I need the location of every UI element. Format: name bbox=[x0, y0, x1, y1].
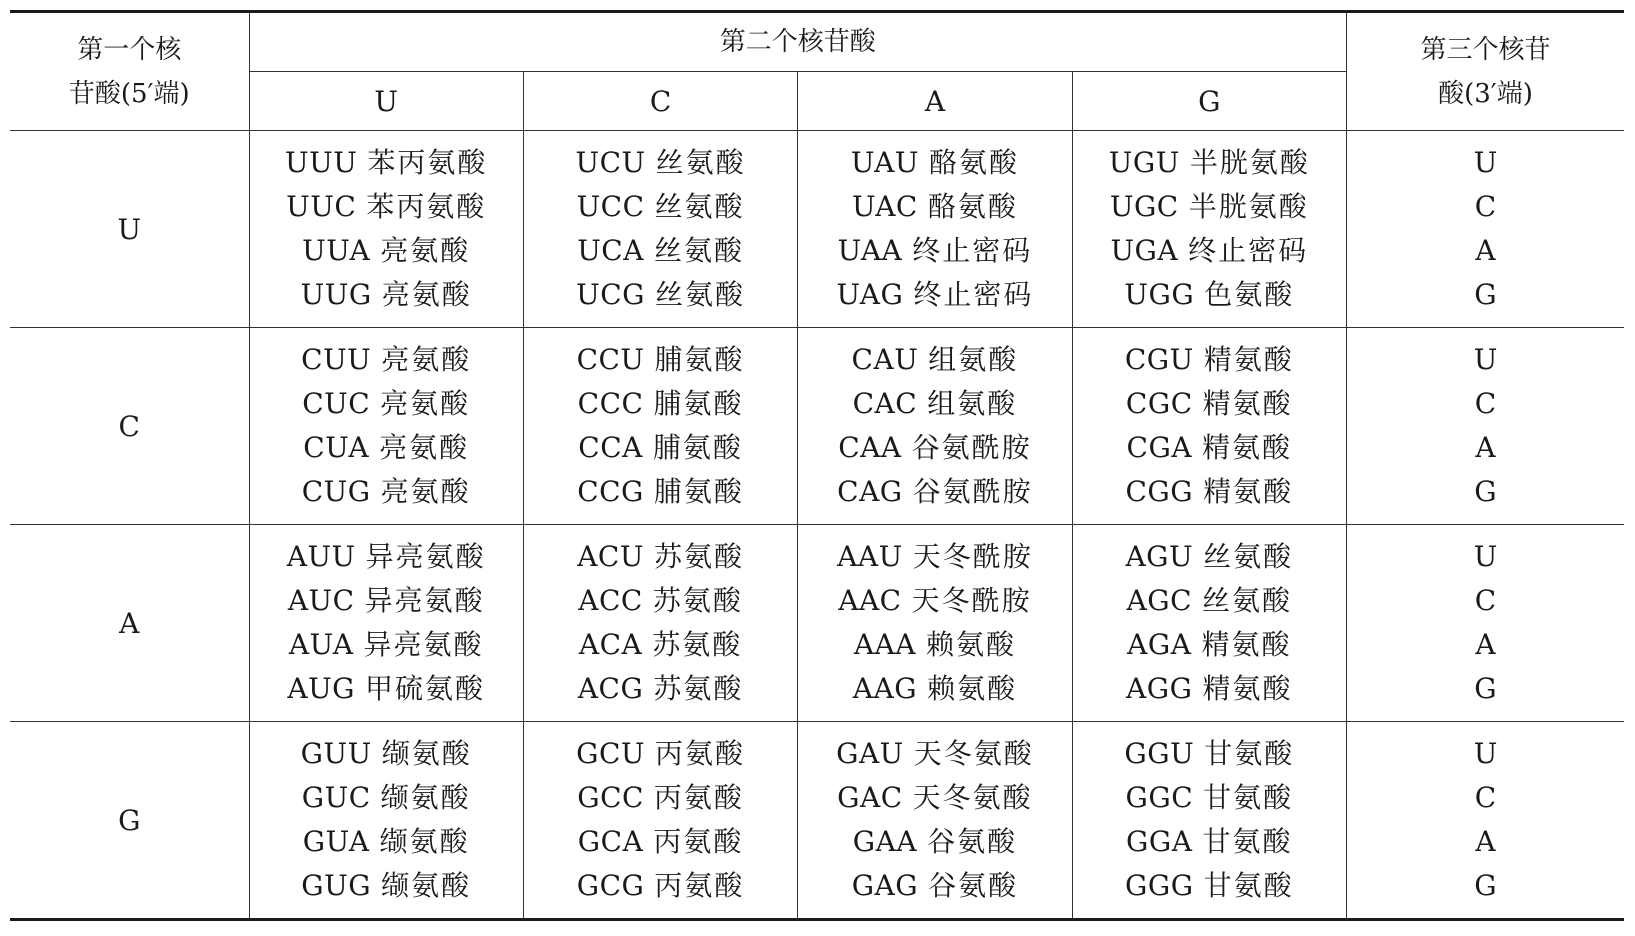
codon-entry bbox=[1073, 141, 1346, 185]
codon-entry bbox=[798, 820, 1071, 864]
third-nucleotide-value: C bbox=[1474, 781, 1497, 814]
codon-cell bbox=[249, 525, 523, 722]
codon-triplet: UCA bbox=[577, 234, 644, 267]
codon-cell bbox=[1072, 525, 1346, 722]
codon-group-row bbox=[10, 525, 1624, 722]
amino-acid-name: 亮氨酸 bbox=[381, 343, 472, 376]
codon-entry bbox=[798, 382, 1071, 426]
third-nucleotide-value: G bbox=[1474, 475, 1497, 508]
codon-triplet: UGA bbox=[1110, 234, 1179, 267]
amino-acid-name: 丝氨酸 bbox=[1202, 584, 1293, 617]
codon-triplet: AUC bbox=[287, 584, 355, 617]
codon-triplet: GCA bbox=[577, 825, 644, 858]
codon-entry bbox=[524, 820, 797, 864]
codon-entry bbox=[798, 732, 1071, 776]
codon-cell bbox=[1072, 131, 1346, 328]
amino-acid-name: 缬氨酸 bbox=[380, 781, 471, 814]
codon-entry bbox=[250, 470, 523, 514]
amino-acid-name: 苏氨酸 bbox=[653, 672, 744, 705]
third-nucleotide-cell bbox=[1346, 131, 1624, 328]
codon-entry bbox=[798, 141, 1071, 185]
amino-acid-name: 终止密码 bbox=[913, 278, 1034, 311]
codon-entry bbox=[524, 338, 797, 382]
amino-acid-name: 丝氨酸 bbox=[655, 146, 746, 179]
codon-entry bbox=[1073, 382, 1346, 426]
codon-triplet: UAG bbox=[836, 278, 904, 311]
codon-entry bbox=[524, 470, 797, 514]
third-nucleotide-header bbox=[1346, 12, 1624, 131]
codon-triplet: GGC bbox=[1125, 781, 1194, 814]
codon-triplet: GGG bbox=[1124, 869, 1194, 902]
codon-triplet: CUG bbox=[301, 475, 371, 508]
codon-entry bbox=[250, 141, 523, 185]
amino-acid-name: 谷氨酰胺 bbox=[912, 475, 1033, 508]
codon-triplet: CCA bbox=[578, 431, 643, 464]
codon-entry bbox=[1073, 185, 1346, 229]
codon-cell bbox=[523, 722, 797, 920]
codon-triplet: CUA bbox=[303, 431, 370, 464]
amino-acid-name: 天冬氨酸 bbox=[913, 737, 1034, 770]
first-nucleotide-header-line2: 苷酸(5′端) bbox=[68, 78, 190, 109]
amino-acid-name: 甘氨酸 bbox=[1204, 737, 1295, 770]
codon-entry bbox=[250, 820, 523, 864]
codon-cell bbox=[523, 525, 797, 722]
codon-triplet: CUC bbox=[302, 387, 371, 420]
codon-triplet: AAC bbox=[838, 584, 902, 617]
third-nucleotide-value: C bbox=[1474, 387, 1497, 420]
codon-triplet: ACU bbox=[577, 540, 644, 573]
codon-entry bbox=[250, 667, 523, 711]
amino-acid-name: 赖氨酸 bbox=[927, 672, 1018, 705]
third-nucleotide-value: U bbox=[1473, 343, 1498, 376]
codon-entry bbox=[798, 623, 1071, 667]
codon-entry bbox=[250, 623, 523, 667]
codon-entry bbox=[798, 470, 1071, 514]
amino-acid-name: 赖氨酸 bbox=[926, 628, 1017, 661]
amino-acid-name: 苏氨酸 bbox=[653, 540, 744, 573]
first-nucleotide-cell: C bbox=[10, 328, 249, 525]
codon-entry bbox=[524, 623, 797, 667]
codon-triplet: CCC bbox=[577, 387, 644, 420]
amino-acid-name: 异亮氨酸 bbox=[365, 540, 486, 573]
amino-acid-name: 精氨酸 bbox=[1203, 475, 1294, 508]
codon-triplet: UCG bbox=[576, 278, 645, 311]
codon-cell bbox=[249, 328, 523, 525]
codon-cell bbox=[798, 525, 1072, 722]
codon-entry bbox=[250, 579, 523, 623]
codon-entry bbox=[524, 141, 797, 185]
amino-acid-name: 丙氨酸 bbox=[655, 737, 746, 770]
codon-triplet: AGC bbox=[1126, 584, 1193, 617]
amino-acid-name: 精氨酸 bbox=[1202, 387, 1293, 420]
codon-triplet: UUC bbox=[286, 190, 357, 223]
codon-entry bbox=[524, 229, 797, 273]
amino-acid-name: 苏氨酸 bbox=[652, 584, 743, 617]
codon-cell bbox=[1072, 328, 1346, 525]
codon-entry bbox=[524, 185, 797, 229]
amino-acid-name: 亮氨酸 bbox=[380, 234, 471, 267]
codon-entry bbox=[250, 732, 523, 776]
codon-triplet: AGU bbox=[1125, 540, 1194, 573]
codon-triplet: GAA bbox=[852, 825, 918, 858]
codon-entry bbox=[524, 776, 797, 820]
amino-acid-name: 缬氨酸 bbox=[381, 869, 472, 902]
codon-triplet: AGA bbox=[1127, 628, 1192, 661]
third-nucleotide-header-line1: 第三个核苷 bbox=[1420, 34, 1551, 65]
codon-entry bbox=[798, 667, 1071, 711]
third-nucleotide-value: C bbox=[1474, 190, 1497, 223]
codon-entry bbox=[1073, 535, 1346, 579]
third-nucleotide-value: U bbox=[1473, 540, 1498, 573]
amino-acid-name: 缬氨酸 bbox=[381, 737, 472, 770]
amino-acid-name: 精氨酸 bbox=[1201, 628, 1292, 661]
codon-triplet: GAC bbox=[837, 781, 903, 814]
codon-cell bbox=[798, 722, 1072, 920]
first-nucleotide-header-line1: 第一个核 bbox=[77, 34, 182, 65]
codon-entry bbox=[524, 273, 797, 317]
amino-acid-name: 丝氨酸 bbox=[654, 190, 745, 223]
codon-group-row bbox=[10, 722, 1624, 920]
second-nucleotide-header: 第二个核苷酸 bbox=[249, 12, 1346, 72]
codon-triplet: CAA bbox=[838, 431, 902, 464]
amino-acid-name: 精氨酸 bbox=[1202, 672, 1293, 705]
codon-entry bbox=[250, 229, 523, 273]
codon-triplet: CCU bbox=[576, 343, 645, 376]
amino-acid-name: 组氨酸 bbox=[928, 343, 1019, 376]
codon-triplet: CGG bbox=[1125, 475, 1194, 508]
codon-triplet: ACC bbox=[578, 584, 643, 617]
codon-entry bbox=[1073, 579, 1346, 623]
codon-triplet: UUA bbox=[302, 234, 371, 267]
third-nucleotide-value: U bbox=[1473, 146, 1498, 179]
codon-entry bbox=[524, 667, 797, 711]
first-nucleotide-header bbox=[10, 12, 249, 131]
third-nucleotide-value: A bbox=[1475, 234, 1496, 267]
codon-triplet: CGU bbox=[1124, 343, 1194, 376]
amino-acid-name: 丙氨酸 bbox=[653, 781, 744, 814]
third-nucleotide-value: C bbox=[1474, 584, 1497, 617]
codon-entry bbox=[1073, 820, 1346, 864]
codon-triplet: GAG bbox=[851, 869, 919, 902]
amino-acid-name: 丙氨酸 bbox=[654, 869, 745, 902]
second-nucleotide-column-header: C bbox=[523, 72, 797, 131]
codon-group-row bbox=[10, 328, 1624, 525]
codon-table-body bbox=[10, 131, 1624, 920]
codon-entry bbox=[798, 426, 1071, 470]
amino-acid-name: 脯氨酸 bbox=[653, 475, 744, 508]
codon-triplet: UAA bbox=[837, 234, 903, 267]
amino-acid-name: 脯氨酸 bbox=[653, 387, 744, 420]
third-nucleotide-value: G bbox=[1474, 278, 1497, 311]
amino-acid-name: 天冬酰胺 bbox=[912, 540, 1033, 573]
codon-cell bbox=[249, 131, 523, 328]
codon-entry bbox=[798, 185, 1071, 229]
codon-entry bbox=[798, 776, 1071, 820]
codon-entry bbox=[524, 535, 797, 579]
codon-entry bbox=[1073, 426, 1346, 470]
codon-triplet: CAU bbox=[851, 343, 919, 376]
codon-entry bbox=[250, 273, 523, 317]
codon-triplet: GUG bbox=[301, 869, 372, 902]
amino-acid-name: 终止密码 bbox=[912, 234, 1033, 267]
codon-triplet: UGU bbox=[1108, 146, 1180, 179]
codon-entry bbox=[1073, 732, 1346, 776]
amino-acid-name: 脯氨酸 bbox=[652, 431, 743, 464]
codon-entry bbox=[250, 426, 523, 470]
third-nucleotide-cell bbox=[1346, 525, 1624, 722]
codon-entry bbox=[1073, 273, 1346, 317]
codon-triplet: UCU bbox=[575, 146, 646, 179]
codon-entry bbox=[798, 338, 1071, 382]
amino-acid-name: 丝氨酸 bbox=[655, 278, 746, 311]
amino-acid-name: 丝氨酸 bbox=[653, 234, 744, 267]
codon-triplet: AUG bbox=[287, 672, 356, 705]
codon-entry bbox=[524, 426, 797, 470]
amino-acid-name: 异亮氨酸 bbox=[364, 584, 485, 617]
codon-entry bbox=[798, 864, 1071, 908]
codon-triplet: CAG bbox=[837, 475, 903, 508]
codon-triplet: AAA bbox=[853, 628, 916, 661]
codon-triplet: CUU bbox=[301, 343, 372, 376]
codon-entry bbox=[1073, 470, 1346, 514]
codon-triplet: UCC bbox=[576, 190, 645, 223]
codon-entry bbox=[250, 864, 523, 908]
third-nucleotide-cell bbox=[1346, 328, 1624, 525]
amino-acid-name: 谷氨酰胺 bbox=[911, 431, 1032, 464]
codon-triplet: UUU bbox=[285, 146, 358, 179]
codon-entry bbox=[1073, 229, 1346, 273]
amino-acid-name: 甘氨酸 bbox=[1203, 869, 1294, 902]
amino-acid-name: 异亮氨酸 bbox=[363, 628, 484, 661]
codon-cell bbox=[798, 131, 1072, 328]
codon-triplet: AGG bbox=[1126, 672, 1193, 705]
amino-acid-name: 丝氨酸 bbox=[1203, 540, 1294, 573]
codon-entry bbox=[524, 732, 797, 776]
second-nucleotide-column-header: G bbox=[1072, 72, 1346, 131]
amino-acid-name: 丙氨酸 bbox=[653, 825, 744, 858]
codon-entry bbox=[250, 338, 523, 382]
third-nucleotide-value: A bbox=[1475, 628, 1496, 661]
second-nucleotide-column-header: A bbox=[798, 72, 1072, 131]
codon-entry bbox=[1073, 667, 1346, 711]
codon-triplet: GUC bbox=[301, 781, 371, 814]
amino-acid-name: 苯丙氨酸 bbox=[367, 146, 488, 179]
amino-acid-name: 天冬氨酸 bbox=[912, 781, 1033, 814]
codon-entry bbox=[250, 535, 523, 579]
amino-acid-name: 精氨酸 bbox=[1203, 343, 1294, 376]
codon-entry bbox=[524, 579, 797, 623]
first-nucleotide-cell: U bbox=[10, 131, 249, 328]
codon-entry bbox=[250, 382, 523, 426]
codon-triplet: UAU bbox=[850, 146, 919, 179]
codon-entry bbox=[1073, 338, 1346, 382]
codon-entry bbox=[798, 229, 1071, 273]
amino-acid-name: 缬氨酸 bbox=[379, 825, 470, 858]
amino-acid-name: 谷氨酸 bbox=[927, 825, 1018, 858]
codon-entry bbox=[524, 382, 797, 426]
codon-triplet: AAU bbox=[837, 540, 903, 573]
second-nucleotide-column-header: U bbox=[249, 72, 523, 131]
codon-cell bbox=[1072, 722, 1346, 920]
codon-triplet: UGG bbox=[1124, 278, 1195, 311]
codon-triplet: UGC bbox=[1109, 190, 1179, 223]
third-nucleotide-cell bbox=[1346, 722, 1624, 920]
codon-triplet: GGU bbox=[1124, 737, 1195, 770]
codon-triplet: GCU bbox=[576, 737, 645, 770]
amino-acid-name: 酪氨酸 bbox=[927, 190, 1018, 223]
amino-acid-name: 亮氨酸 bbox=[379, 431, 470, 464]
codon-cell bbox=[249, 722, 523, 920]
codon-triplet: ACG bbox=[577, 672, 644, 705]
codon-entry bbox=[1073, 776, 1346, 820]
third-nucleotide-value: A bbox=[1475, 431, 1496, 464]
third-nucleotide-header-line2: 酸(3′端) bbox=[1438, 78, 1533, 109]
amino-acid-name: 苯丙氨酸 bbox=[366, 190, 487, 223]
codon-entry bbox=[798, 579, 1071, 623]
codon-cell bbox=[798, 328, 1072, 525]
codon-group-row bbox=[10, 131, 1624, 328]
third-nucleotide-value: A bbox=[1475, 825, 1496, 858]
codon-triplet: ACA bbox=[578, 628, 643, 661]
third-nucleotide-value: G bbox=[1474, 672, 1497, 705]
codon-triplet: GUU bbox=[300, 737, 372, 770]
amino-acid-name: 谷氨酸 bbox=[928, 869, 1019, 902]
amino-acid-name: 色氨酸 bbox=[1204, 278, 1295, 311]
codon-entry bbox=[524, 864, 797, 908]
amino-acid-name: 甘氨酸 bbox=[1203, 781, 1294, 814]
amino-acid-name: 精氨酸 bbox=[1202, 431, 1293, 464]
codon-triplet: GAU bbox=[836, 737, 904, 770]
codon-triplet: UAC bbox=[851, 190, 918, 223]
codon-entry bbox=[798, 535, 1071, 579]
codon-triplet: GUA bbox=[302, 825, 370, 858]
codon-triplet: UUG bbox=[300, 278, 372, 311]
first-nucleotide-cell: G bbox=[10, 722, 249, 920]
first-nucleotide-cell: A bbox=[10, 525, 249, 722]
codon-table bbox=[10, 10, 1624, 921]
amino-acid-name: 甘氨酸 bbox=[1202, 825, 1293, 858]
codon-entry bbox=[250, 776, 523, 820]
amino-acid-name: 亮氨酸 bbox=[380, 387, 471, 420]
codon-triplet: CAC bbox=[852, 387, 918, 420]
amino-acid-name: 脯氨酸 bbox=[654, 343, 745, 376]
codon-triplet: CGA bbox=[1126, 431, 1193, 464]
codon-entry bbox=[250, 185, 523, 229]
amino-acid-name: 组氨酸 bbox=[927, 387, 1018, 420]
codon-cell bbox=[523, 328, 797, 525]
codon-triplet: GGA bbox=[1126, 825, 1193, 858]
amino-acid-name: 亮氨酸 bbox=[380, 475, 471, 508]
codon-triplet: CCG bbox=[577, 475, 644, 508]
codon-triplet: AAG bbox=[852, 672, 918, 705]
codon-entry bbox=[798, 273, 1071, 317]
codon-triplet: GCC bbox=[577, 781, 644, 814]
codon-triplet: AUU bbox=[286, 540, 356, 573]
amino-acid-name: 甲硫氨酸 bbox=[365, 672, 486, 705]
codon-entry bbox=[1073, 623, 1346, 667]
codon-triplet: GCG bbox=[576, 869, 645, 902]
amino-acid-name: 半胱氨酸 bbox=[1188, 190, 1309, 223]
codon-entry bbox=[1073, 864, 1346, 908]
amino-acid-name: 天冬酰胺 bbox=[911, 584, 1032, 617]
codon-triplet: AUA bbox=[288, 628, 354, 661]
third-nucleotide-value: U bbox=[1473, 737, 1498, 770]
amino-acid-name: 半胱氨酸 bbox=[1189, 146, 1310, 179]
codon-cell bbox=[523, 131, 797, 328]
third-nucleotide-value: G bbox=[1474, 869, 1497, 902]
amino-acid-name: 苏氨酸 bbox=[652, 628, 743, 661]
codon-triplet: CGC bbox=[1125, 387, 1193, 420]
amino-acid-name: 亮氨酸 bbox=[381, 278, 472, 311]
amino-acid-name: 酪氨酸 bbox=[928, 146, 1019, 179]
amino-acid-name: 终止密码 bbox=[1188, 234, 1309, 267]
